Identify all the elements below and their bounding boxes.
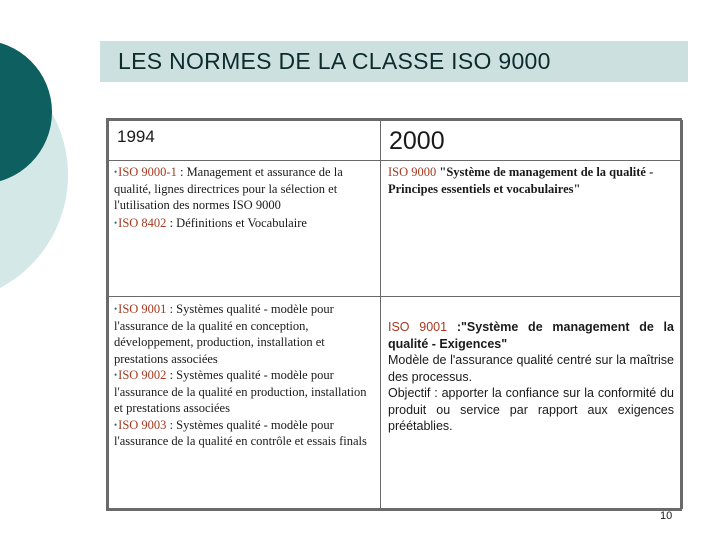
standard-code: ISO 9002	[118, 368, 167, 382]
bullet-icon: •	[114, 370, 118, 380]
header-1994: 1994	[109, 121, 381, 161]
cell-1994-quality-models	[109, 297, 381, 509]
header-2000: 2000	[381, 121, 683, 161]
standard-code: ISO 9000-1	[118, 165, 177, 179]
standard-description: : Management et assurance de la qualité, lignes directrices pour la sélection et l'utilisation des normes ISO 9000	[114, 165, 343, 212]
list-item	[114, 164, 374, 214]
standard-description: : Systèmes qualité - modèle pour l'assurance de la qualité en production, installation et prestations associées	[114, 368, 367, 415]
standard-title: :"Système de management de la qualité - Exigences"	[388, 320, 674, 351]
standards-table	[108, 120, 683, 509]
standard-code: ISO 9001	[118, 302, 167, 316]
slide-title: LES NORMES DE LA CLASSE ISO 9000	[118, 48, 551, 74]
comparison-table	[106, 118, 682, 511]
cell-1994-terminology	[109, 161, 381, 297]
standard-description: : Systèmes qualité - modèle pour l'assurance de la qualité en contrôle et essais finals	[114, 417, 367, 448]
standard-description: : Systèmes qualité - modèle pour l'assurance de la qualité en conception, développement, production, installation et prestations associées	[114, 302, 334, 366]
cell-2000-quality-requirements	[381, 297, 683, 509]
bullet-icon: •	[114, 419, 118, 430]
cell-2000-terminology	[381, 161, 683, 297]
table-row	[109, 161, 683, 297]
standard-code: ISO 8402	[118, 215, 167, 230]
bullet-icon: •	[114, 217, 118, 228]
list-item	[388, 319, 674, 352]
page-number: 10	[660, 510, 673, 522]
standard-description: : Définitions et Vocabulaire	[166, 215, 307, 230]
standard-description: "Système de management de la qualité - Principes essentiels et vocabulaires"	[388, 165, 654, 196]
list-item	[114, 301, 374, 367]
list-item	[388, 164, 676, 197]
objective-description: Objectif : apporter la confiance sur la conformité du produit ou service par rapport aux exigences préétablies.	[388, 386, 674, 433]
standard-code: ISO 9000	[388, 165, 437, 179]
standard-code: ISO 9001	[388, 320, 448, 334]
standard-code: ISO 9003	[118, 417, 167, 432]
header-row	[109, 121, 683, 161]
table-row	[109, 297, 683, 509]
model-description: Modèle de l'assurance qualité centré sur la maîtrise des processus.	[388, 353, 674, 384]
list-item	[114, 367, 374, 417]
list-item	[114, 417, 374, 450]
list-item	[114, 215, 374, 232]
bullet-icon: •	[114, 167, 118, 177]
title-bar	[100, 41, 688, 82]
bullet-icon: •	[114, 304, 118, 314]
